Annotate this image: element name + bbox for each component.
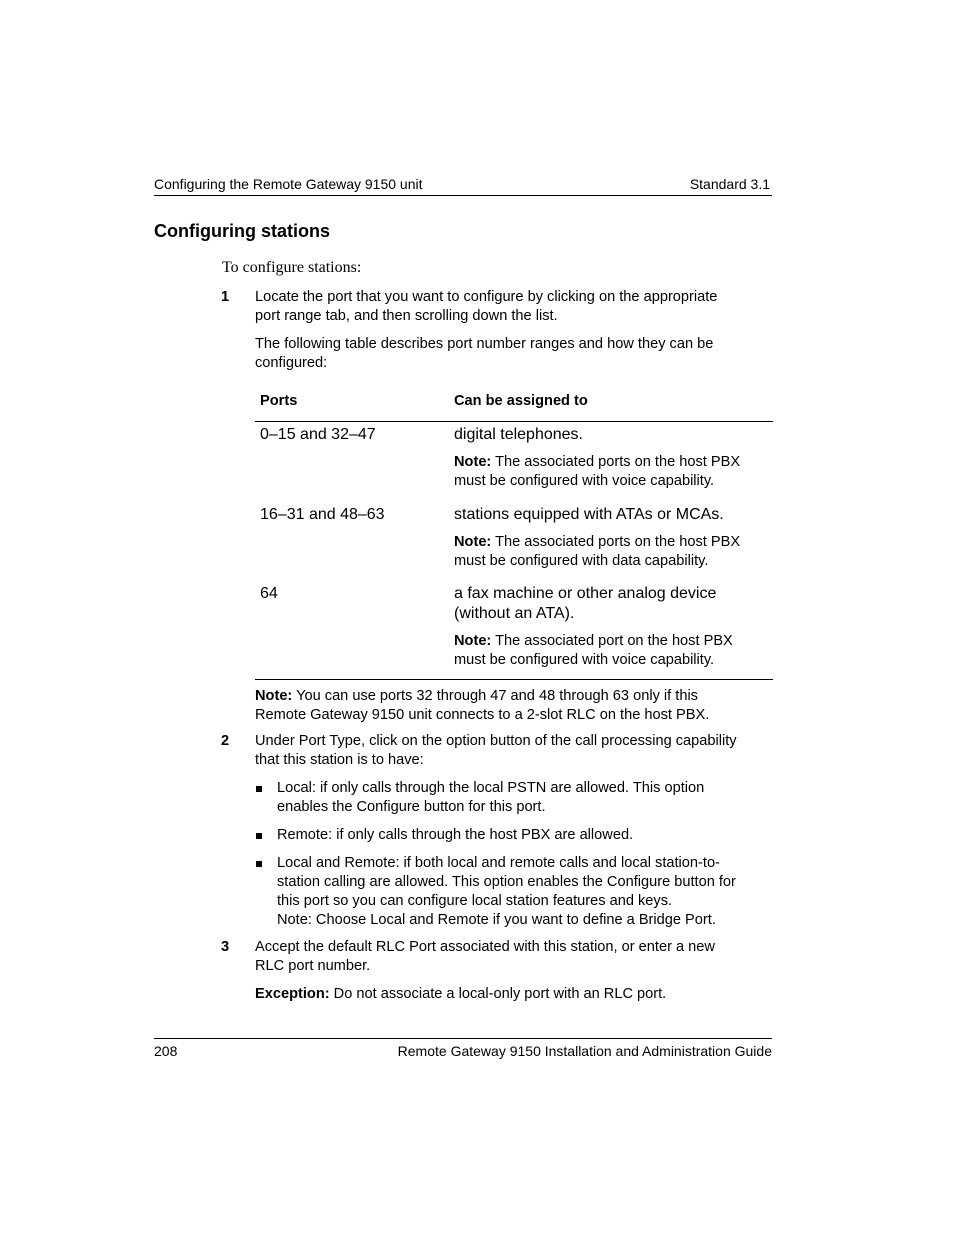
bullet-item: Local: if only calls through the local PSTN are allowed. This option enables the Configure button for this port.: [277, 780, 705, 815]
bullet-marker: [256, 833, 262, 839]
table-cell-assigned: digital telephones.: [454, 426, 583, 443]
footer-rule: [154, 1038, 772, 1039]
table-cell-assigned: a fax machine or other analog device (without an ATA).: [454, 585, 717, 622]
exception-note: Exception: Do not associate a local-only port with an RLC port.: [255, 986, 667, 1002]
step-text: Accept the default RLC Port associated with this station, or enter a new RLC port number.: [255, 939, 715, 974]
table-cell-ports: 64: [260, 585, 278, 602]
running-header-left: Configuring the Remote Gateway 9150 unit: [154, 176, 423, 192]
step-text: Locate the port that you want to configure by clicking on the appropriate port range tab, and then scrolling down the list.: [255, 289, 718, 324]
step-number: 1: [221, 289, 230, 305]
section-title: Configuring stations: [154, 221, 330, 241]
footer-title: Remote Gateway 9150 Installation and Administration Guide: [397, 1043, 772, 1059]
table-header-ports: Ports: [260, 393, 298, 409]
table-note: Note: You can use ports 32 through 47 and 48 through 63 only if this Remote Gateway 9150 unit connects to a 2-slot RLC on the host PBX.: [255, 688, 710, 723]
table-cell-note: Note: The associated ports on the host PBX must be configured with voice capability.: [454, 454, 741, 489]
table-cell-assigned: stations equipped with ATAs or MCAs.: [454, 506, 724, 523]
intro-text: To configure stations:: [222, 259, 362, 276]
table-cell-note: Note: The associated port on the host PBX must be configured with voice capability.: [454, 633, 733, 668]
table-header-rule: [255, 421, 773, 422]
bullet-item: Remote: if only calls through the host PBX are allowed.: [277, 827, 634, 843]
header-rule: [154, 195, 772, 196]
table-cell-note: Note: The associated ports on the host PBX must be configured with data capability.: [454, 534, 741, 569]
step-number: 2: [221, 733, 230, 749]
table-cell-ports: 0–15 and 32–47: [260, 426, 376, 443]
table-header-assigned: Can be assigned to: [454, 393, 588, 409]
table-bottom-rule: [255, 679, 773, 680]
running-header-right: Standard 3.1: [689, 176, 770, 192]
bullet-item: Local and Remote: if both local and remote calls and local station-to- station calling are allowed. This option enables the Configure button for this port so you can configure local station features and keys. Note: Choose Local and Remote if you want to define a Bridge Port.: [277, 855, 736, 928]
bullet-marker: [256, 861, 262, 867]
page-number: 208: [154, 1043, 178, 1059]
table-cell-ports: 16–31 and 48–63: [260, 506, 385, 523]
bullet-marker: [256, 786, 262, 792]
step-text: Under Port Type, click on the option button of the call processing capability that this station is to have:: [255, 733, 737, 768]
step-number: 3: [221, 939, 230, 955]
step-subtext: The following table describes port number ranges and how they can be configured:: [255, 336, 714, 371]
